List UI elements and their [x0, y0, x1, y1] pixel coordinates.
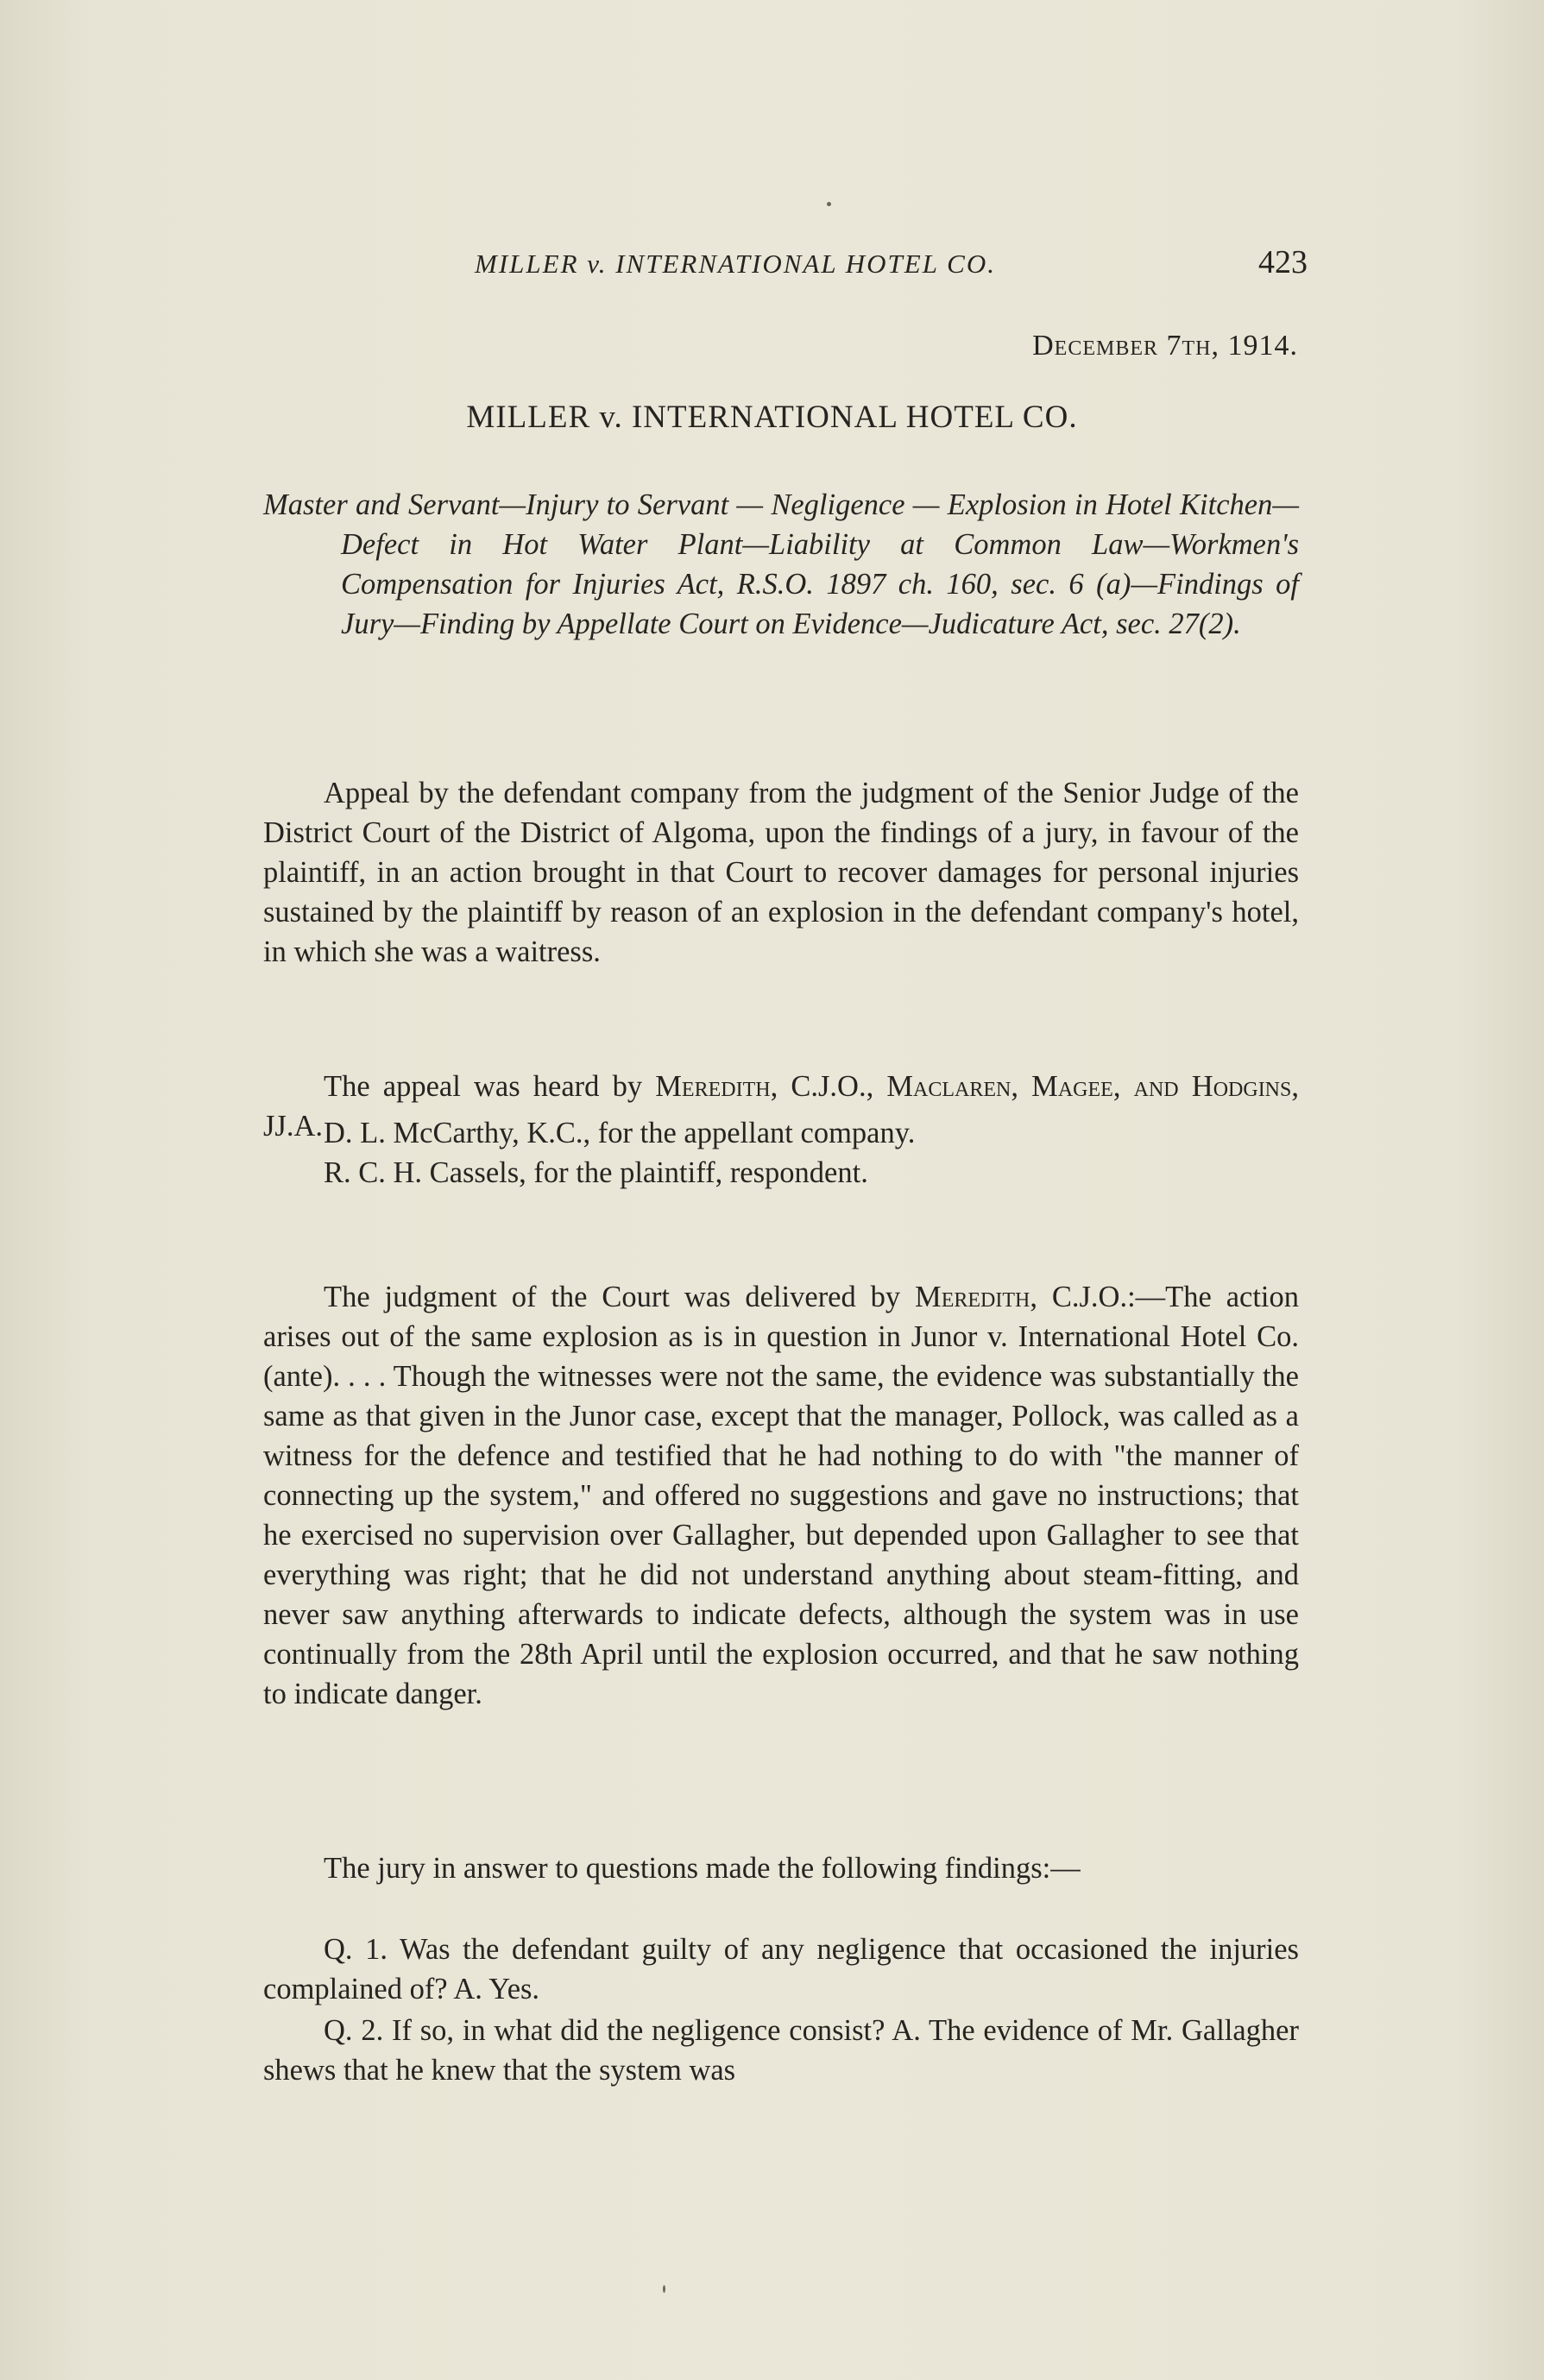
judgment-prefix: The judgment of the Court was delivered by	[324, 1281, 916, 1313]
judgment-judge: Meredith,	[915, 1281, 1037, 1313]
question-2: Q. 2. If so, in what did the negligence consist? A. The evidence of Mr. Gallagher shews that he knew that the system was	[263, 2014, 1299, 2087]
appeal-paragraph: Appeal by the defendant company from the judgment of the Senior Judge of the District Court of the District of Algoma, upon the findings of a jury, in favour of the plaintiff, in an action brought in that Court to recover damages for personal injuries sustained by the plaintiff by reason of an explosion in the defendant company's hotel, in which she was a waitress.	[263, 777, 1299, 968]
running-head-title: MILLER v. INTERNATIONAL HOTEL CO.	[475, 249, 996, 279]
paper-speck	[663, 2285, 665, 2293]
counsel-list	[263, 1113, 1299, 1193]
case-title: MILLER v. INTERNATIONAL HOTEL CO.	[466, 400, 1078, 435]
page-number: 423	[1258, 244, 1308, 280]
decision-date: December 7th, 1914.	[1032, 330, 1298, 362]
hearing-prefix: The appeal was heard by	[324, 1070, 656, 1103]
running-head	[263, 243, 1308, 286]
paper-speck	[827, 202, 831, 206]
findings-intro: The jury in answer to questions made the following findings:—	[324, 1852, 1081, 1885]
counsel-respondent: R. C. H. Cassels, for the plaintiff, respondent.	[324, 1156, 868, 1189]
judgment-text: C.J.O.:—The action arises out of the same explosion as is in question in Junor v. International Hotel Co. (ante). . . . Though the witnesses were not the same, the evidence was substantially the same as that given in the Junor case, except that the manager, Pollock, was called as a witness for the defence and testified that he had nothing to do with "the manner of connecting up the system," and offered no suggestions and gave no instructions; that he exercised no supervision over Gallagher, but depended upon Gallagher to see that everything was right; that he did not understand anything about steam-fitting, and never saw anything afterwards to indicate defects, although the system was in use continually from the 28th April until the explosion occurred, and that he saw nothing to indicate danger.	[263, 1281, 1299, 1710]
judgment-paragraph	[263, 1277, 1299, 1714]
headnote: Master and Servant—Injury to Servant — Negligence — Explosion in Hotel Kitchen—Defect in Hot Water Plant—Liability at Common Law—Workmen's Compensation for Injuries Act, R.S.O. 1897 ch. 160, sec. 6 (a)—Findings of Jury—Finding by Appellate Court on Evidence—Judicature Act, sec. 27(2).	[263, 488, 1299, 640]
question-1: Q. 1. Was the defendant guilty of any negligence that occasioned the injuries complained of? A. Yes.	[263, 1933, 1299, 2005]
counsel-appellant: D. L. McCarthy, K.C., for the appellant company.	[324, 1117, 916, 1149]
hearing-judges: Meredith, C.J.O., Maclaren, Magee, and Hodgins, JJ.A.	[263, 1070, 1299, 1143]
